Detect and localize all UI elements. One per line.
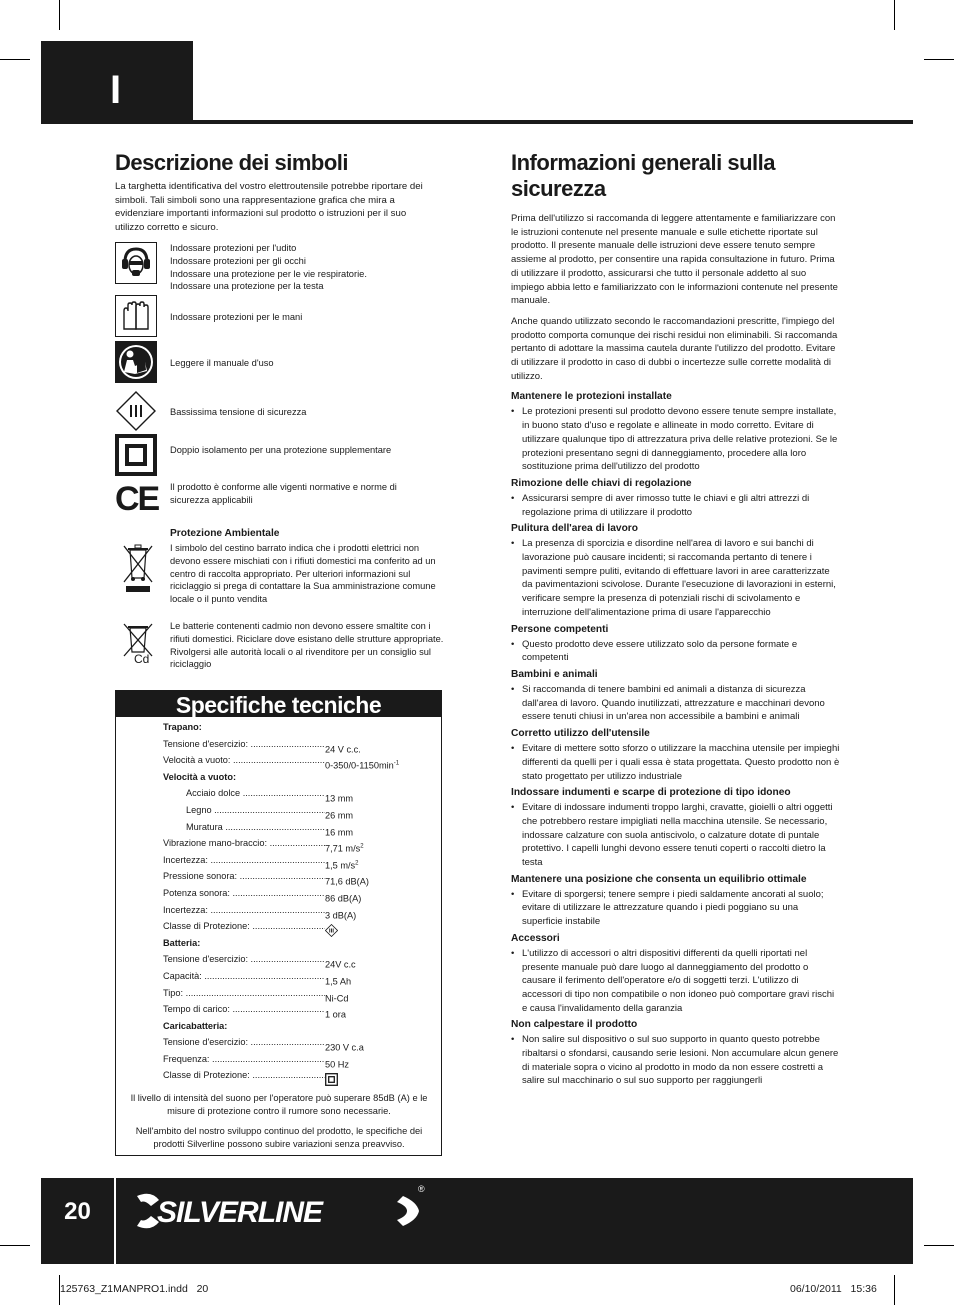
safety-heading: Rimozione delle chiavi di regolazione <box>511 477 692 489</box>
spec-superscript: 2 <box>360 843 364 850</box>
crop-mark <box>0 1245 30 1246</box>
safety-bullet: • Evitare di sporgersi; tenere sempre i piedi saldamente ancorati al suolo; evitare di utilizzare le attrezzature quando i piedi poggiano su una superficie instabile <box>511 888 841 929</box>
spec-row <box>163 736 423 753</box>
symbols-intro: La targhetta identificativa del vostro elettroutensile potrebbe riportare dei simboli. Tali simboli sono una rappresentazione grafica che mira a evidenziare importanti informazioni sul prodotto o istruzioni per il suo utilizzo corretto e sicuro. <box>115 181 423 234</box>
silverline-logo <box>133 1188 423 1234</box>
battery-text: Le batterie contenenti cadmio non devono essere smaltite con i rifiuti domestici. Riciclare dove esistano delle strutture appropriate. Rivolgersi alle autorità locali o al rivenditore per un consiglio sul riciclaggio <box>170 621 444 670</box>
spec-value: 16 mm <box>325 827 354 838</box>
crop-mark <box>894 0 895 30</box>
spec-value: 1,5 m/s <box>325 860 356 871</box>
spec-row <box>163 968 423 985</box>
spec-value: 71,6 dB(A) <box>325 876 369 887</box>
spec-change-note: Nell'ambito del nostro sviluppo continuo del prodotto, le specifiche dei prodotti Silverline possono subire variazioni senza preavviso. <box>135 1126 423 1149</box>
safety-intro: Prima dell'utilizzo si raccomanda di leggere attentamente e familiarizzare con le istruzioni contenute nel presente manuale e sulle etichette riportate sul prodotto. Il presente manuale delle istruzioni deve essere tenuto sempre assieme al prodotto, per consentire una rapida consultazione in futuro. Prima di utilizzare il prodotto, assicurarsi che tutto il personale addetto al suo impiego abbia letto e familiarizzato con le informazioni contenute nel presente manuale. <box>511 213 838 307</box>
spec-noise-note: Il livello di intensità del suono per l'operatore può superare 85dB (A) e le misure di protezione contro il rumore sono necessarie. <box>130 1093 428 1116</box>
spec-label: Frequenza: ..... <box>163 1051 325 1068</box>
spec-group-label: Trapano: <box>163 722 202 732</box>
spec-label: Potenza sonora: ..... <box>163 885 325 902</box>
symbol-row-gloves <box>115 295 445 339</box>
slug-filename: 125763_Z1MANPRO1.indd 20 <box>60 1283 209 1295</box>
slug-timestamp: 06/10/2011 15:36 <box>790 1283 877 1295</box>
spec-row <box>163 819 423 836</box>
safety-heading: Mantenere una posizione che consenta un equilibrio ottimale <box>511 873 807 885</box>
spec-label: Classe di Protezione: ..... <box>163 1067 325 1084</box>
manual-text: Leggere il manuale d'uso <box>170 358 274 368</box>
symbol-row-ce <box>115 478 445 522</box>
ppe-line: Indossare una protezione per la testa <box>170 281 324 292</box>
weee-bin-icon <box>120 542 156 594</box>
spec-value: 24V c.c <box>325 959 356 970</box>
spec-value: 13 mm <box>325 793 354 804</box>
safety-bullet: • Evitare di mettere sotto sforzo o utilizzare la macchina utensile per impieghi differenti da quelli per i quali essa è stata progettata. Questo prodotto non è stato progettato per utilizzo industriale <box>511 742 841 783</box>
spec-group-label: Velocità a vuoto: <box>163 771 237 782</box>
spec-label: Capacità: ..... <box>163 968 325 985</box>
spec-group-heading <box>163 935 423 952</box>
crop-mark <box>894 1275 895 1305</box>
spec-row <box>163 1067 423 1084</box>
spec-label: Classe di Protezione: ..... <box>163 918 325 935</box>
spec-value: 1,5 Ah <box>325 976 352 987</box>
weee-text: I simbolo del cestino barrato indica che i prodotti elettrici non devono essere mischiati con i rifiuti domestici ma conferito ad un centro di raccolta appropriato. Per ulteriori informazioni sul riciclaggio si prega di contattare la Sua amministrazione comune locale o il punto vendita <box>170 543 436 605</box>
double-insulation-text: Doppio isolamento per una protezione supplementare <box>170 445 392 455</box>
spec-row <box>163 835 423 852</box>
spec-label: Tensione d'esercizio: ..... <box>163 1034 325 1051</box>
cd-label: Cd <box>134 652 150 666</box>
footer-divider <box>114 1178 116 1264</box>
safety-heading: Pulitura dell'area di lavoro <box>511 523 638 535</box>
spec-group-heading <box>163 1018 423 1035</box>
spec-value: 50 Hz <box>325 1059 350 1070</box>
safety-bullet: • Assicurarsi sempre di aver rimosso tutte le chiavi e gli altri attrezzi di regolazione prima di utilizzare il prodotto <box>511 492 841 519</box>
spec-row <box>163 1001 423 1018</box>
ppe-line: Indossare una protezione per le vie respiratorie. <box>170 268 367 279</box>
page-number: 20 <box>64 1198 91 1225</box>
symbol-row-class3 <box>115 390 445 434</box>
safety-bullet: • Si raccomanda di tenere bambini ed animali a distanza di sicurezza dall'area di lavoro. Quando inutilizzati, attrezzature e macchinari devono essere tenuti chiusi in un'area non accessibile a bambini e animali <box>511 683 841 724</box>
spec-value: 26 mm <box>325 810 354 821</box>
spec-label: Incertezza: ..... <box>163 852 325 869</box>
crop-mark <box>0 59 30 60</box>
spec-row <box>163 802 423 819</box>
spec-row <box>163 1051 423 1068</box>
spec-row <box>163 918 423 935</box>
logo-wordmark: SILVERLINE <box>157 1196 323 1229</box>
safety-bullet: • L'utilizzo di accessori o altri dispositivi differenti da quelli riportati nel presente manuale può dare luogo al danneggiamento del prodotto o causare il ferimento dell'operatore e/o di soggetti terzi. L'utilizzo di accessori di tipo non compatibile o non idoneo può comportare gravi rischi e causa l'invalidamento della garanzia <box>511 947 841 1016</box>
ce-text: Il prodotto è conforme alle vigenti normative e norme di sicurezza applicabili <box>170 482 397 505</box>
spec-label: Tensione d'esercizio: ..... <box>163 951 325 968</box>
safety-heading: Persone competenti <box>511 623 609 635</box>
safety-bullet: • Questo prodotto deve essere utilizzato solo da persone formate e competenti <box>511 638 841 665</box>
double-insulation-icon <box>115 434 157 476</box>
safety-heading: Mantenere le protezioni installate <box>511 391 672 403</box>
safety-heading: Indossare indumenti e scarpe di protezione di tipo idoneo <box>511 787 791 799</box>
spec-group-label: Caricabatteria: <box>163 1020 228 1031</box>
spec-group-label: Batteria: <box>163 937 201 948</box>
symbol-row-class2 <box>115 434 445 478</box>
spec-group-heading <box>163 769 423 786</box>
safety-intro: Anche quando utilizzato secondo le raccomandazioni prescritte, l'impiego del prodotto comporta comunque dei rischi residui non eliminabili. Si raccomanda pertanto di adottare la massima cautela durante l'utilizzo del prodotto. Evitare di utilizzare il prodotto in caso di dubbi o incertezze sulle corrette modalità di utilizzo. <box>511 315 838 382</box>
spec-value: 230 V c.a <box>325 1042 364 1053</box>
spec-superscript: 2 <box>355 860 359 867</box>
spec-value: 0-350/0-1150min <box>325 760 394 771</box>
spec-row <box>163 902 423 919</box>
spec-row <box>163 868 423 885</box>
spec-label: Pressione sonora: ..... <box>163 868 325 885</box>
spec-value: 1 ora <box>325 1009 346 1020</box>
spec-label: Acciaio dolce ..... <box>186 785 325 802</box>
spec-superscript: -1 <box>393 760 400 767</box>
spec-row <box>163 852 423 869</box>
safety-title: Informazioni generali sulla sicurezza <box>511 150 776 201</box>
crop-mark <box>924 59 954 60</box>
symbol-row-manual <box>115 341 445 385</box>
spec-label: Muratura ..... <box>186 819 325 836</box>
spec-label: Tensione d'esercizio: ..... <box>163 736 325 753</box>
double-insulation-icon <box>325 1076 338 1086</box>
spec-label: Tempo di carico: ..... <box>163 1001 325 1018</box>
symbols-title: Descrizione dei simboli <box>115 150 349 175</box>
gloves-icon <box>115 295 157 337</box>
ppe-line: Indossare protezioni per l'udito <box>170 243 297 253</box>
spec-group-heading <box>163 719 423 736</box>
safety-heading: Accessori <box>511 932 560 944</box>
spec-row <box>163 885 423 902</box>
safety-heading: Non calpestare il prodotto <box>511 1019 638 1031</box>
env-heading: Protezione Ambientale <box>170 528 280 539</box>
header-rule <box>41 120 913 124</box>
spec-title: Specifiche tecniche <box>175 692 382 718</box>
spec-row <box>163 752 423 769</box>
ce-mark-icon: CE <box>115 480 159 518</box>
read-manual-icon <box>115 341 157 383</box>
spec-label: Incertezza: ..... <box>163 902 325 919</box>
ppe-text <box>170 242 450 293</box>
safety-heading: Bambini e animali <box>511 668 598 680</box>
spec-label: Legno ..... <box>186 802 325 819</box>
safety-bullet: • Evitare di indossare indumenti troppo larghi, cravatte, gioielli o altri oggetti che potrebbero restare impigliati nella macchina utensile. Se necessario, indossare calzature con suola antiscivolo, o calzature dotate di puntale protettivo. I capelli lunghi devono essere tenuti coperti o raccolti dietro la testa <box>511 801 841 870</box>
spec-list <box>163 719 423 1084</box>
spec-value: 86 dB(A) <box>325 893 362 904</box>
crop-mark <box>924 1245 954 1246</box>
spec-label: Vibrazione mano-braccio: ..... <box>163 835 325 852</box>
spec-row <box>163 785 423 802</box>
ppe-head-icon <box>115 242 157 284</box>
safety-bullet: • La presenza di sporcizia e disordine nell'area di lavoro e sui banchi di lavorazione può causare incidenti; si raccomanda pertanto di tenere i pavimenti sempre puliti, evitando di effettuare lavori in aree caratterizzate da pavimentazioni scivolose. Durante l'esecuzione di lavorazioni in esterni, verificare sempre la presenza di potenziali rischi di scivolamento e interruzione dell'alimentazione prima di usare l'apparecchio <box>511 537 841 619</box>
spec-row <box>163 985 423 1002</box>
gloves-text: Indossare protezioni per le mani <box>170 312 303 322</box>
spec-value: Ni-Cd <box>325 993 349 1004</box>
spec-value: 24 V c.c. <box>325 744 361 755</box>
safety-sections <box>511 390 841 1088</box>
class3-text: Bassissima tensione di sicurezza <box>170 407 307 417</box>
spec-value: 7,71 m/s <box>325 843 361 854</box>
registered-mark: ® <box>418 1184 425 1194</box>
safety-content <box>511 212 841 1091</box>
spec-label: Velocità a vuoto: ..... <box>163 752 325 769</box>
spec-row <box>163 1034 423 1051</box>
safety-bullet: • Non salire sul dispositivo o sul suo supporto in quanto questo potrebbe ribaltarsi o sfondarsi, causando serie lesioni. Non accumulare alcun genere di materiale sopra o vicino al prodotto in modo da non essere costretti a salire sul macchinario o sul suo supporto per raggiungerli <box>511 1033 841 1088</box>
spec-row <box>163 951 423 968</box>
spec-label: Tipo: ..... <box>163 985 325 1002</box>
safety-bullet: • Le protezioni presenti sul prodotto devono essere tenute sempre installate, in buono stato d'uso e regolate e allineate in modo corretto. Evitare di utilizzare qualunque tipo di attrezzatura priva delle relative protezioni. Se le protezioni presentano segni di danneggiamento, procedere alla loro sostituzione prima dell'utilizzo del prodotto <box>511 405 841 474</box>
ppe-line: Indossare protezioni per gli occhi <box>170 255 306 266</box>
crop-mark <box>59 0 60 30</box>
language-letter: I <box>110 68 122 112</box>
safety-heading: Corretto utilizzo dell'utensile <box>511 728 650 740</box>
symbol-row-ppe <box>115 242 445 292</box>
class3-icon <box>115 390 157 432</box>
spec-value: 3 dB(A) <box>325 910 357 921</box>
